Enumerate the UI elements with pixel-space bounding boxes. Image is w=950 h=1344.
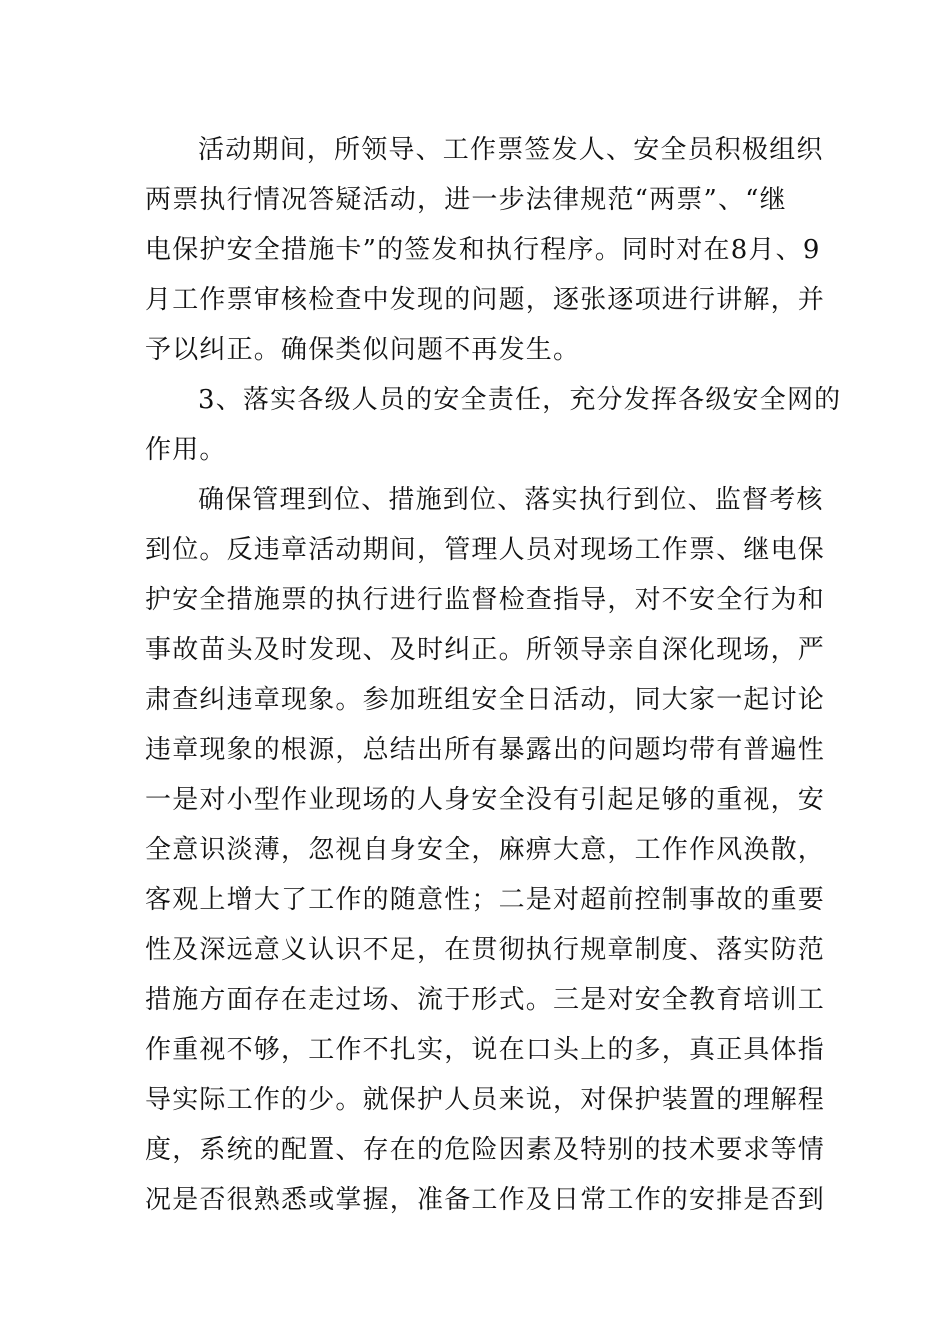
paragraph-line: 一是对小型作业现场的人身安全没有引起足够的重视，安 (145, 785, 826, 815)
paragraph-line: 违章现象的根源，总结出所有暴露出的问题均带有普遍性 (145, 735, 826, 765)
section-heading-line: 3、落实各级人员的安全责任，充分发挥各级安全网的 (198, 385, 842, 415)
paragraph-line: 措施方面存在走过场、流于形式。三是对安全教育培训工 (145, 985, 826, 1015)
section-heading-line: 作用。 (145, 435, 227, 465)
paragraph-line: 全意识淡薄，忽视自身安全，麻痹大意，工作作风涣散， (145, 835, 826, 865)
paragraph-line: 度，系统的配置、存在的危险因素及特别的技术要求等情 (145, 1135, 826, 1165)
paragraph-line: 确保管理到位、措施到位、落实执行到位、监督考核 (198, 485, 824, 515)
paragraph-line: 事故苗头及时发现、及时纠正。所领导亲自深化现场，严 (145, 635, 826, 665)
paragraph-line: 作重视不够，工作不扎实，说在口头上的多，真正具体指 (145, 1035, 826, 1065)
paragraph-line: 肃查纠违章现象。参加班组安全日活动，同大家一起讨论 (145, 685, 826, 715)
paragraph-line: 护安全措施票的执行进行监督检查指导，对不安全行为和 (145, 585, 826, 615)
paragraph-line: 电保护安全措施卡”的签发和执行程序。同时对在8月、9 (145, 235, 821, 265)
paragraph-line: 客观上增大了工作的随意性；二是对超前控制事故的重要 (145, 885, 826, 915)
paragraph-line: 到位。反违章活动期间，管理人员对现场工作票、继电保 (145, 535, 826, 565)
paragraph-line: 况是否很熟悉或掌握，准备工作及日常工作的安排是否到 (145, 1185, 826, 1215)
paragraph-line: 性及深远意义认识不足，在贯彻执行规章制度、落实防范 (145, 935, 826, 965)
paragraph-line: 两票执行情况答疑活动，进一步法律规范“两票”、“继 (145, 185, 787, 215)
paragraph-line: 月工作票审核检查中发现的问题，逐张逐项进行讲解，并 (145, 285, 826, 315)
paragraph-line: 予以纠正。确保类似问题不再发生。 (145, 335, 581, 365)
paragraph-line: 导实际工作的少。就保护人员来说，对保护装置的理解程 (145, 1085, 826, 1115)
paragraph-line: 活动期间，所领导、工作票签发人、安全员积极组织 (198, 135, 824, 165)
